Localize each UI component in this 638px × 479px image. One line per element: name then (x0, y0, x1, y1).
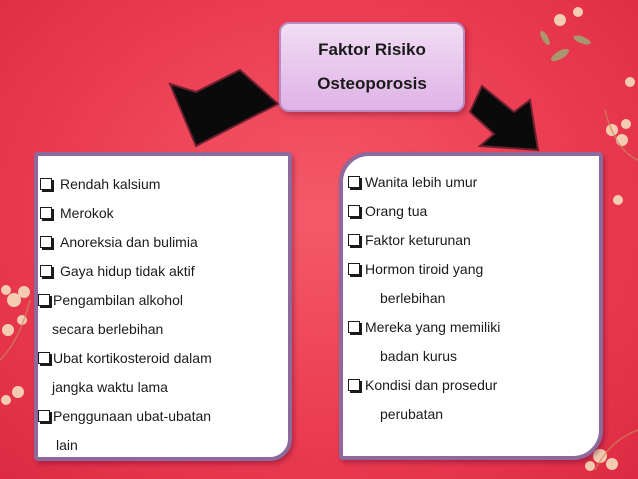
list-item: Pengambilan alkohol secara berlebihan (40, 286, 212, 344)
list-item: Rendah kalsium (40, 170, 212, 199)
checkbox-icon (38, 294, 50, 306)
list-item: Orang tua (345, 197, 500, 226)
checkbox-icon (38, 352, 50, 364)
checkbox-icon (40, 207, 52, 219)
list-item: Kondisi dan prosedur perubatan (345, 371, 500, 429)
left-risk-list (40, 170, 212, 460)
list-item: Gaya hidup tidak aktif (40, 257, 212, 286)
list-item: Hormon tiroid yang berlebihan (345, 255, 500, 313)
list-item: Faktor keturunan (345, 226, 500, 255)
checkbox-icon (348, 379, 360, 391)
checkbox-icon (40, 178, 52, 190)
checkbox-icon (40, 236, 52, 248)
checkbox-icon (348, 234, 360, 246)
right-risk-list (345, 168, 500, 429)
checkbox-icon (40, 265, 52, 277)
checkbox-icon (348, 263, 360, 275)
list-item: Mereka yang memiliki badan kurus (345, 313, 500, 371)
title-box (279, 22, 465, 112)
title-line-1: Faktor Risiko (318, 40, 426, 59)
title-line-2: Osteoporosis (317, 74, 427, 93)
checkbox-icon (348, 205, 360, 217)
checkbox-icon (348, 321, 360, 333)
list-item: Merokok (40, 199, 212, 228)
list-item: Anoreksia dan bulimia (40, 228, 212, 257)
list-item: Wanita lebih umur (345, 168, 500, 197)
checkbox-icon (348, 176, 360, 188)
list-item: Ubat kortikosteroid dalam jangka waktu lama (40, 344, 212, 402)
right-risk-box (339, 152, 603, 460)
list-item: Penggunaan ubat-ubatan lain (40, 402, 212, 460)
checkbox-icon (38, 410, 50, 422)
left-risk-box (34, 152, 292, 461)
